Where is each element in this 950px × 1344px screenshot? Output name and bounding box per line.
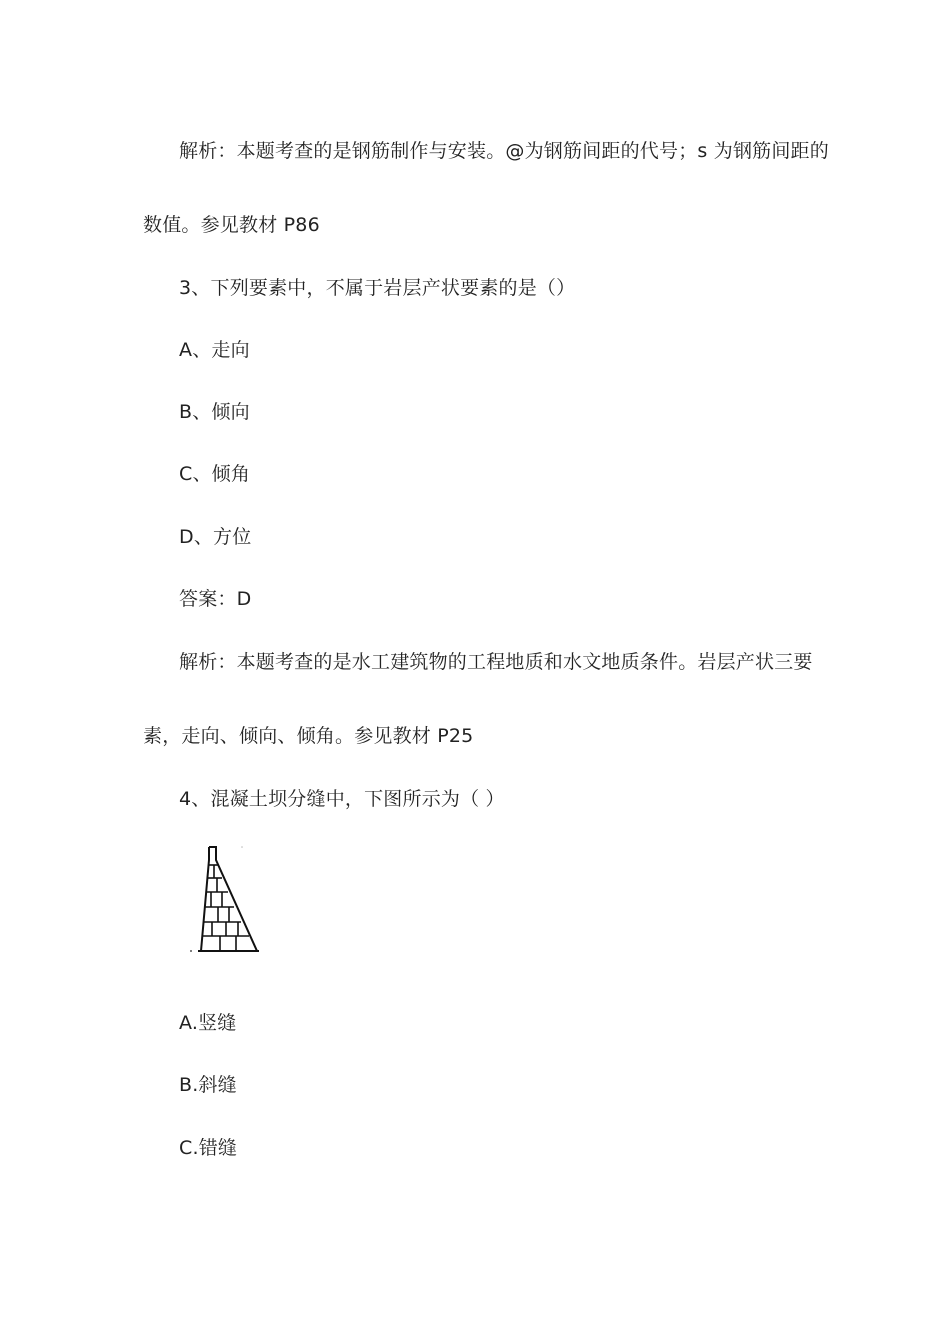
q4-option-a: A.竖缝: [179, 1012, 237, 1034]
analysis-2-line-2: 数值。参见教材 P86: [143, 214, 320, 236]
question-3: 3、下列要素中，不属于岩层产状要素的是（）: [179, 277, 576, 299]
q4-option-c: C.错缝: [179, 1137, 238, 1159]
q3-option-b: B、倾向: [179, 401, 250, 423]
q3-option-d: D、方位: [179, 526, 252, 548]
dam-joint-diagram-icon: [186, 842, 266, 958]
analysis-3-line-2: 素，走向、倾向、倾角。参见教材 P25: [143, 725, 474, 747]
analysis-3-line-1: 解析：本题考查的是水工建筑物的工程地质和水文地质条件。岩层产状三要: [179, 651, 813, 673]
analysis-2-line-1: 解析：本题考查的是钢筋制作与安装。@为钢筋间距的代号；s 为钢筋间距的: [179, 140, 829, 162]
q3-option-c: C、倾角: [179, 463, 251, 485]
q3-option-a: A、走向: [179, 339, 250, 361]
q4-option-b: B.斜缝: [179, 1074, 237, 1096]
q3-answer: 答案：D: [179, 588, 252, 610]
question-4: 4、混凝土坝分缝中，下图所示为（ ）: [179, 788, 505, 810]
